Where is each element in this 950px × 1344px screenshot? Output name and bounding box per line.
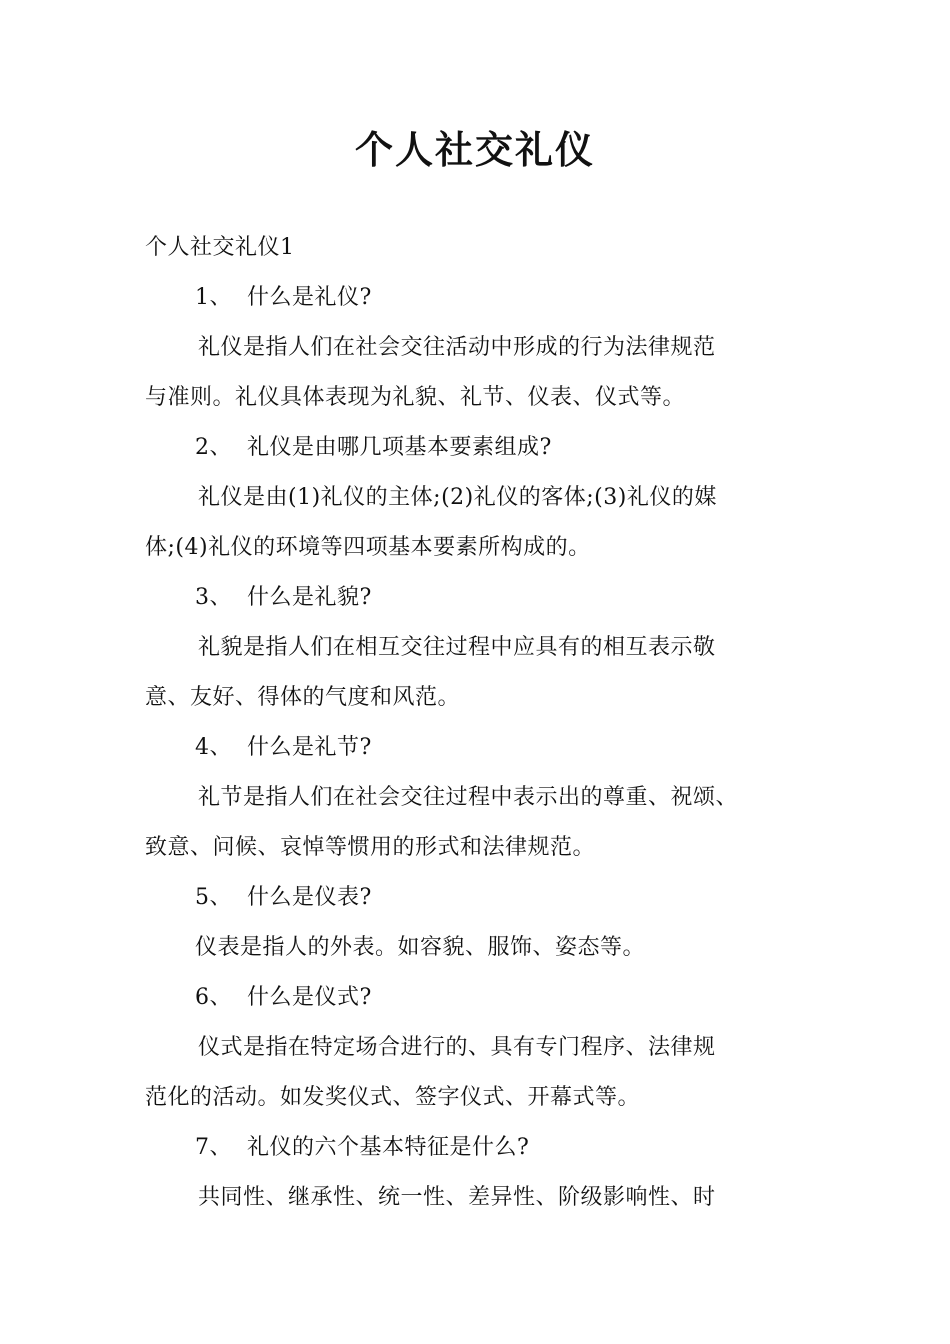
question-7 bbox=[195, 1132, 529, 1164]
question-number: 3、 bbox=[195, 585, 232, 610]
question-text: 什么是礼貌? bbox=[247, 585, 372, 610]
question-6 bbox=[195, 982, 372, 1014]
question-5 bbox=[195, 882, 372, 914]
answer-line: 礼仪是由(1)礼仪的主体;(2)礼仪的客体;(3)礼仪的媒 bbox=[198, 485, 717, 510]
question-number: 1、 bbox=[195, 285, 232, 310]
question-number: 6、 bbox=[195, 985, 232, 1010]
question-1 bbox=[195, 282, 372, 314]
answer-line: 礼节是指人们在社会交往过程中表示出的尊重、祝颂、 bbox=[198, 785, 739, 810]
question-number: 4、 bbox=[195, 735, 232, 760]
question-text: 礼仪是由哪几项基本要素组成? bbox=[247, 435, 552, 460]
question-text: 礼仪的六个基本特征是什么? bbox=[247, 1135, 530, 1160]
question-3 bbox=[195, 582, 372, 614]
question-text: 什么是礼仪? bbox=[247, 285, 372, 310]
answer-line: 共同性、继承性、统一性、差异性、阶级影响性、时 bbox=[198, 1185, 716, 1210]
answer-line: 与准则。礼仪具体表现为礼貌、礼节、仪表、仪式等。 bbox=[145, 385, 686, 410]
question-4 bbox=[195, 732, 372, 764]
answer-line: 体;(4)礼仪的环境等四项基本要素所构成的。 bbox=[145, 535, 591, 560]
section-heading: 个人社交礼仪1 bbox=[145, 235, 295, 260]
answer-line: 意、友好、得体的气度和风范。 bbox=[145, 685, 461, 710]
question-text: 什么是仪表? bbox=[247, 885, 372, 910]
answer-line: 礼仪是指人们在社会交往活动中形成的行为法律规范 bbox=[198, 335, 716, 360]
answer-line: 仪式是指在特定场合进行的、具有专门程序、法律规 bbox=[198, 1035, 716, 1060]
answer-line: 致意、问候、哀悼等惯用的形式和法律规范。 bbox=[145, 835, 596, 860]
answer-line: 仪表是指人的外表。如容貌、服饰、姿态等。 bbox=[195, 935, 646, 960]
document-title: 个人社交礼仪 bbox=[354, 127, 595, 172]
answer-line: 范化的活动。如发奖仪式、签字仪式、开幕式等。 bbox=[145, 1085, 641, 1110]
question-number: 7、 bbox=[195, 1135, 232, 1160]
question-number: 2、 bbox=[195, 435, 232, 460]
question-text: 什么是礼节? bbox=[247, 735, 372, 760]
question-number: 5、 bbox=[195, 885, 232, 910]
question-2 bbox=[195, 432, 552, 464]
question-text: 什么是仪式? bbox=[247, 985, 372, 1010]
answer-line: 礼貌是指人们在相互交往过程中应具有的相互表示敬 bbox=[198, 635, 716, 660]
